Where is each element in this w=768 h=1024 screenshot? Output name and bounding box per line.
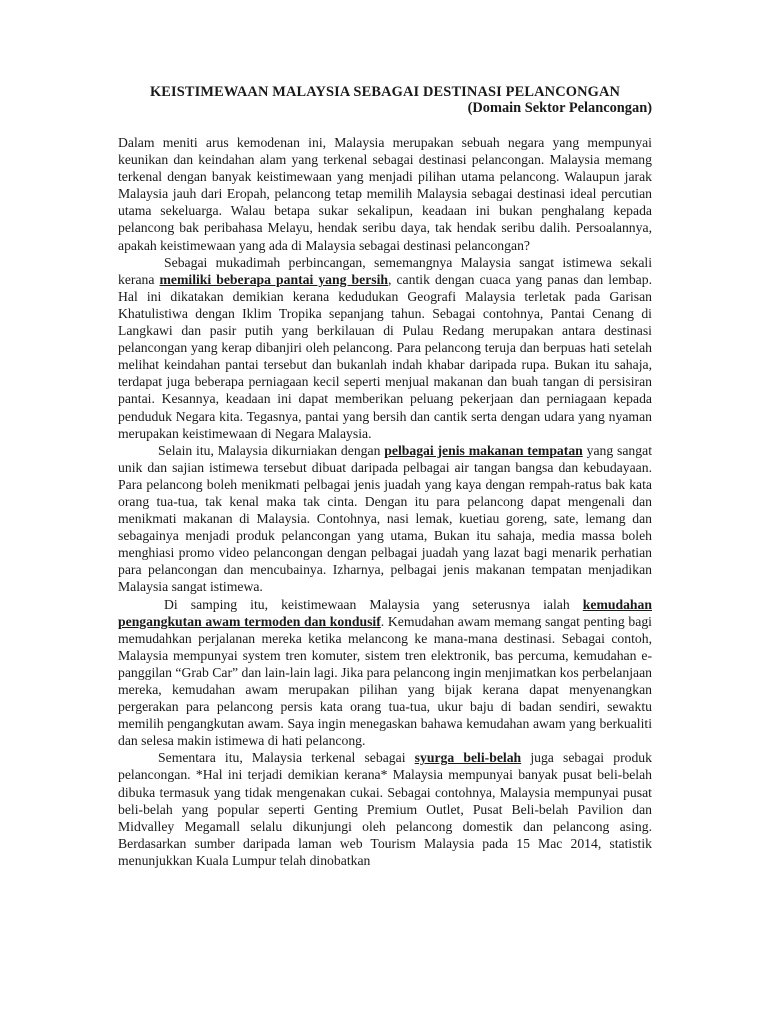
paragraph-text: Dalam meniti arus kemodenan ini, Malaysia merupakan sebuah negara yang mempunyai keunikan dan keindahan alam yang terkenal sebagai destinasi pelancongan. Malaysia memang terkenal dengan banyak keistimewaan yang menjadi pilihan utama pelancong. Walaupun jarak Malaysia jauh dari Eropah, pelancong tetap memilih Malaysia sebagai destinasi ideal percutian utama sekeluarga. Walau betapa sukar sekalipun, keadaan ini bukan penghalang kepada pelancong bak peribahasa Melayu, hendak seribu daya, tak hendak seribu dalih. Persoalannya, apakah keistimewaan yang ada di Malaysia sebagai destinasi pelancongan?	[118, 135, 652, 253]
paragraph-text: Di samping itu, keistimewaan Malaysia yang seterusnya ialah	[164, 596, 583, 612]
key-point-highlight: pelbagai jenis makanan tempatan	[384, 442, 583, 458]
paragraph-text: yang sangat unik dan sajian istimewa tersebut dibuat daripada pelbagai air tangan bangsa dan kebudayaan. Para pelancong boleh menikmati pelbagai jenis juadah yang kaya dengan rempah-ratus bak kata orang tua-tua, tak kenal maka tak cinta. Dengan itu para pelancong dapat mengenali dan menikmati makanan di Malaysia. Contohnya, nasi lemak, kuetiau goreng, sate, lemang dan sebagainya menjadi produk pelancongan yang utama, Bukan itu sahaja, media massa boleh menghiasi promo video pelancongan dengan pelbagai juadah yang lazat bagi menarik perhatian para pelancongan dan mencubainya. Izharnya, pelbagai jenis makanan tempatan menjadikan Malaysia sangat istimewa.	[118, 442, 653, 595]
document-subtitle: (Domain Sektor Pelancongan)	[467, 100, 652, 116]
document-title: KEISTIMEWAAN MALAYSIA SEBAGAI DESTINASI PELANCONGAN	[149, 84, 621, 100]
paragraph-shopping	[118, 749, 652, 869]
paragraph-introduction	[118, 134, 652, 254]
paragraph-text: , cantik dengan cuaca yang panas dan lembap. Hal ini dikatakan demikian kerana kedudukan Geografi Malaysia terletak pada Garisan Khatulistiwa dengan Iklim Tropika sepanjang tahun. Sebagai contohnya, Pantai Cenang di Langkawi dan pasir putih yang berkilauan di Pulau Redang merupakan antara destinasi pelancongan yang kerap dibanjiri oleh pelancong. Para pelancong teruja dan berpuas hati setelah melihat keindahan pantai tersebut dan bukanlah indah khabar daripada rupa. Bukan itu sahaja, terdapat juga beberapa perniagaan kecil seperti menjual makanan dan buah tangan di persisiran pantai. Kesannya, keadaan ini dapat memberikan peluang pekerjaan dan perniagaan kepada penduduk Negara kita. Tegasnya, pantai yang bersih dan cantik serta dengan udara yang nyaman merupakan keistimewaan di Negara Malaysia.	[118, 271, 653, 441]
key-point-highlight: syurga beli-belah	[414, 750, 522, 766]
paragraph-beaches	[118, 254, 652, 442]
paragraph-text: . Kemudahan awam memang sangat penting bagi memudahkan perjalanan mereka ketika melancong ke mana-mana destinasi. Sebagai contoh, Malaysia mempunyai system tren komuter, sistem tren elektronik, bas percuma, kemudahan e-panggilan “Grab Car” dan lain-lain lagi. Jika para pelancong ingin menjimatkan kos perbelanjaan mereka, kemudahan awam merupakan pilihan yang bijak kerana dapat menyenangkan pergerakan para pelancong persis kata orang tua-tua, ukur baju di badan sendiri, sewaktu memilih pengangkutan awam. Saya ingin menegaskan bahawa kemudahan awam yang berkualiti dan selesa makin istimewa di hati pelancong.	[118, 613, 652, 749]
paragraph-text: Sebagai mukadimah perbincangan, sememangnya Malaysia sangat istimewa sekali kerana	[118, 254, 652, 287]
document-page	[118, 84, 652, 869]
paragraph-food	[118, 442, 652, 596]
paragraph-text: Selain itu, Malaysia dikurniakan dengan	[158, 442, 385, 458]
paragraph-text: juga sebagai produk pelancongan. *Hal ini terjadi demikian kerana* Malaysia mempunyai banyak pusat beli-belah dibuka termasuk yang tidak mengenakan cukai. Sebagai contohnya, Malaysia mempunyai pusat beli-belah yang popular seperti Genting Premium Outlet, Pusat Beli-belah Pavilion dan Midvalley Megamall selalu dikunjungi oleh pelancong domestik dan pelancong asing. Berdasarkan sumber daripada laman web Tourism Malaysia pada 15 Mac 2014, statistik menunjukkan Kuala Lumpur telah dinobatkan	[118, 750, 652, 868]
paragraph-transport	[118, 596, 652, 750]
key-point-highlight: memiliki beberapa pantai yang bersih	[159, 271, 389, 287]
key-point-highlight: kemudahan pengangkutan awam termoden dan kondusif	[118, 596, 652, 629]
paragraph-text: Sementara itu, Malaysia terkenal sebagai	[158, 750, 415, 766]
